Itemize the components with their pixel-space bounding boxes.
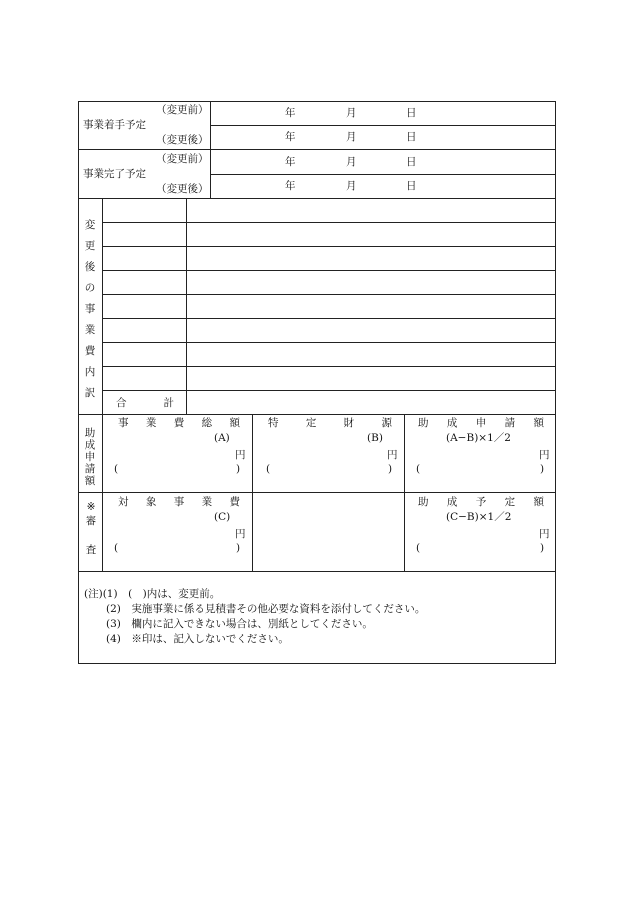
start-after-month: 月 — [346, 131, 357, 143]
specific-source-paren-close: ) — [388, 463, 393, 475]
rule-start-end — [78, 149, 556, 150]
rule-start-mid — [210, 125, 556, 126]
planned-amount-formula: (C−B)×1／2 — [446, 511, 512, 523]
total-cost-paren-close: ) — [236, 463, 241, 475]
border-bottom — [78, 663, 556, 664]
planned-amount-paren-close: ) — [540, 542, 545, 554]
start-before-label: （変更前） — [156, 104, 209, 116]
border-top — [78, 101, 556, 102]
start-before-day: 日 — [406, 107, 417, 119]
specific-source-header: 特 定 財 源 — [268, 417, 392, 429]
rule-breakdown-bottom — [78, 414, 556, 415]
planned-amount-header: 助 成 予 定 額 — [418, 496, 544, 508]
breakdown-side-label: 変更後の事業費内訳 — [84, 219, 96, 399]
application-form — [78, 101, 556, 664]
breakdown-total-label: 合 計 — [116, 397, 174, 409]
end-before-label: （変更前） — [156, 153, 209, 165]
rule-schedule-bottom — [78, 198, 556, 199]
rule-breakdown-row — [102, 366, 556, 367]
request-amount-header: 助 成 申 請 額 — [418, 417, 544, 429]
notes — [84, 587, 425, 647]
rule-breakdown-col — [186, 198, 187, 414]
end-before-day: 日 — [406, 156, 417, 168]
start-before-month: 月 — [346, 107, 357, 119]
total-cost-code: (A) — [214, 432, 230, 444]
end-after-year: 年 — [285, 180, 296, 192]
request-amount-formula: (A−B)×1／2 — [446, 432, 511, 444]
end-after-label: （変更後） — [156, 183, 209, 195]
notes-prefix: (注) — [84, 588, 103, 600]
end-before-month: 月 — [346, 156, 357, 168]
specific-source-yen: 円 — [387, 449, 398, 461]
total-cost-paren-open: ( — [114, 463, 119, 475]
rule-breakdown-row — [102, 342, 556, 343]
total-cost-yen: 円 — [235, 449, 246, 461]
rule-end-mid — [210, 174, 556, 175]
application-side-label: 助成申請額 — [84, 427, 96, 487]
review-mark: ※ — [86, 501, 96, 513]
rule-breakdown-side — [102, 198, 103, 414]
start-after-day: 日 — [406, 131, 417, 143]
review-side-char-2: 査 — [85, 544, 97, 556]
end-label: 事業完了予定 — [83, 168, 146, 180]
rule-app-bottom — [78, 492, 556, 493]
rule-breakdown-row — [102, 390, 556, 391]
border-left — [78, 101, 79, 664]
start-after-label: （変更後） — [156, 134, 209, 146]
start-label: 事業着手予定 — [83, 119, 146, 131]
review-side-char-1: 審 — [85, 515, 97, 527]
planned-amount-paren-open: ( — [416, 542, 421, 554]
note-1: (注)(1) ( )内は、変更前。 — [84, 588, 221, 600]
target-cost-yen: 円 — [235, 528, 246, 540]
rule-breakdown-row — [102, 270, 556, 271]
rule-breakdown-row — [102, 318, 556, 319]
rule-breakdown-row — [102, 246, 556, 247]
rule-breakdown-row — [102, 222, 556, 223]
end-after-day: 日 — [406, 180, 417, 192]
specific-source-code: (B) — [367, 432, 383, 444]
target-cost-code: (C) — [214, 511, 231, 523]
note-3: (3) 欄内に記入できない場合は、別紙としてください。 — [106, 618, 373, 630]
rule-breakdown-row — [102, 294, 556, 295]
rule-schedule-divider — [210, 101, 211, 198]
planned-amount-yen: 円 — [539, 528, 550, 540]
rule-review-bottom — [78, 571, 556, 572]
target-cost-header: 対 象 事 業 費 — [118, 496, 240, 508]
total-cost-header: 事 業 費 総 額 — [118, 417, 240, 429]
note-2: (2) 実施事業に係る見積書その他必要な資料を添付してください。 — [106, 603, 426, 615]
end-before-year: 年 — [285, 156, 296, 168]
start-after-year: 年 — [285, 131, 296, 143]
note-4: (4) ※印は、記入しないでください。 — [106, 633, 289, 645]
border-right — [555, 101, 556, 664]
specific-source-paren-open: ( — [266, 463, 271, 475]
request-amount-paren-close: ) — [540, 463, 545, 475]
target-cost-paren-close: ) — [236, 542, 241, 554]
start-before-year: 年 — [285, 107, 296, 119]
request-amount-yen: 円 — [539, 449, 550, 461]
target-cost-paren-open: ( — [114, 542, 119, 554]
request-amount-paren-open: ( — [416, 463, 421, 475]
end-after-month: 月 — [346, 180, 357, 192]
